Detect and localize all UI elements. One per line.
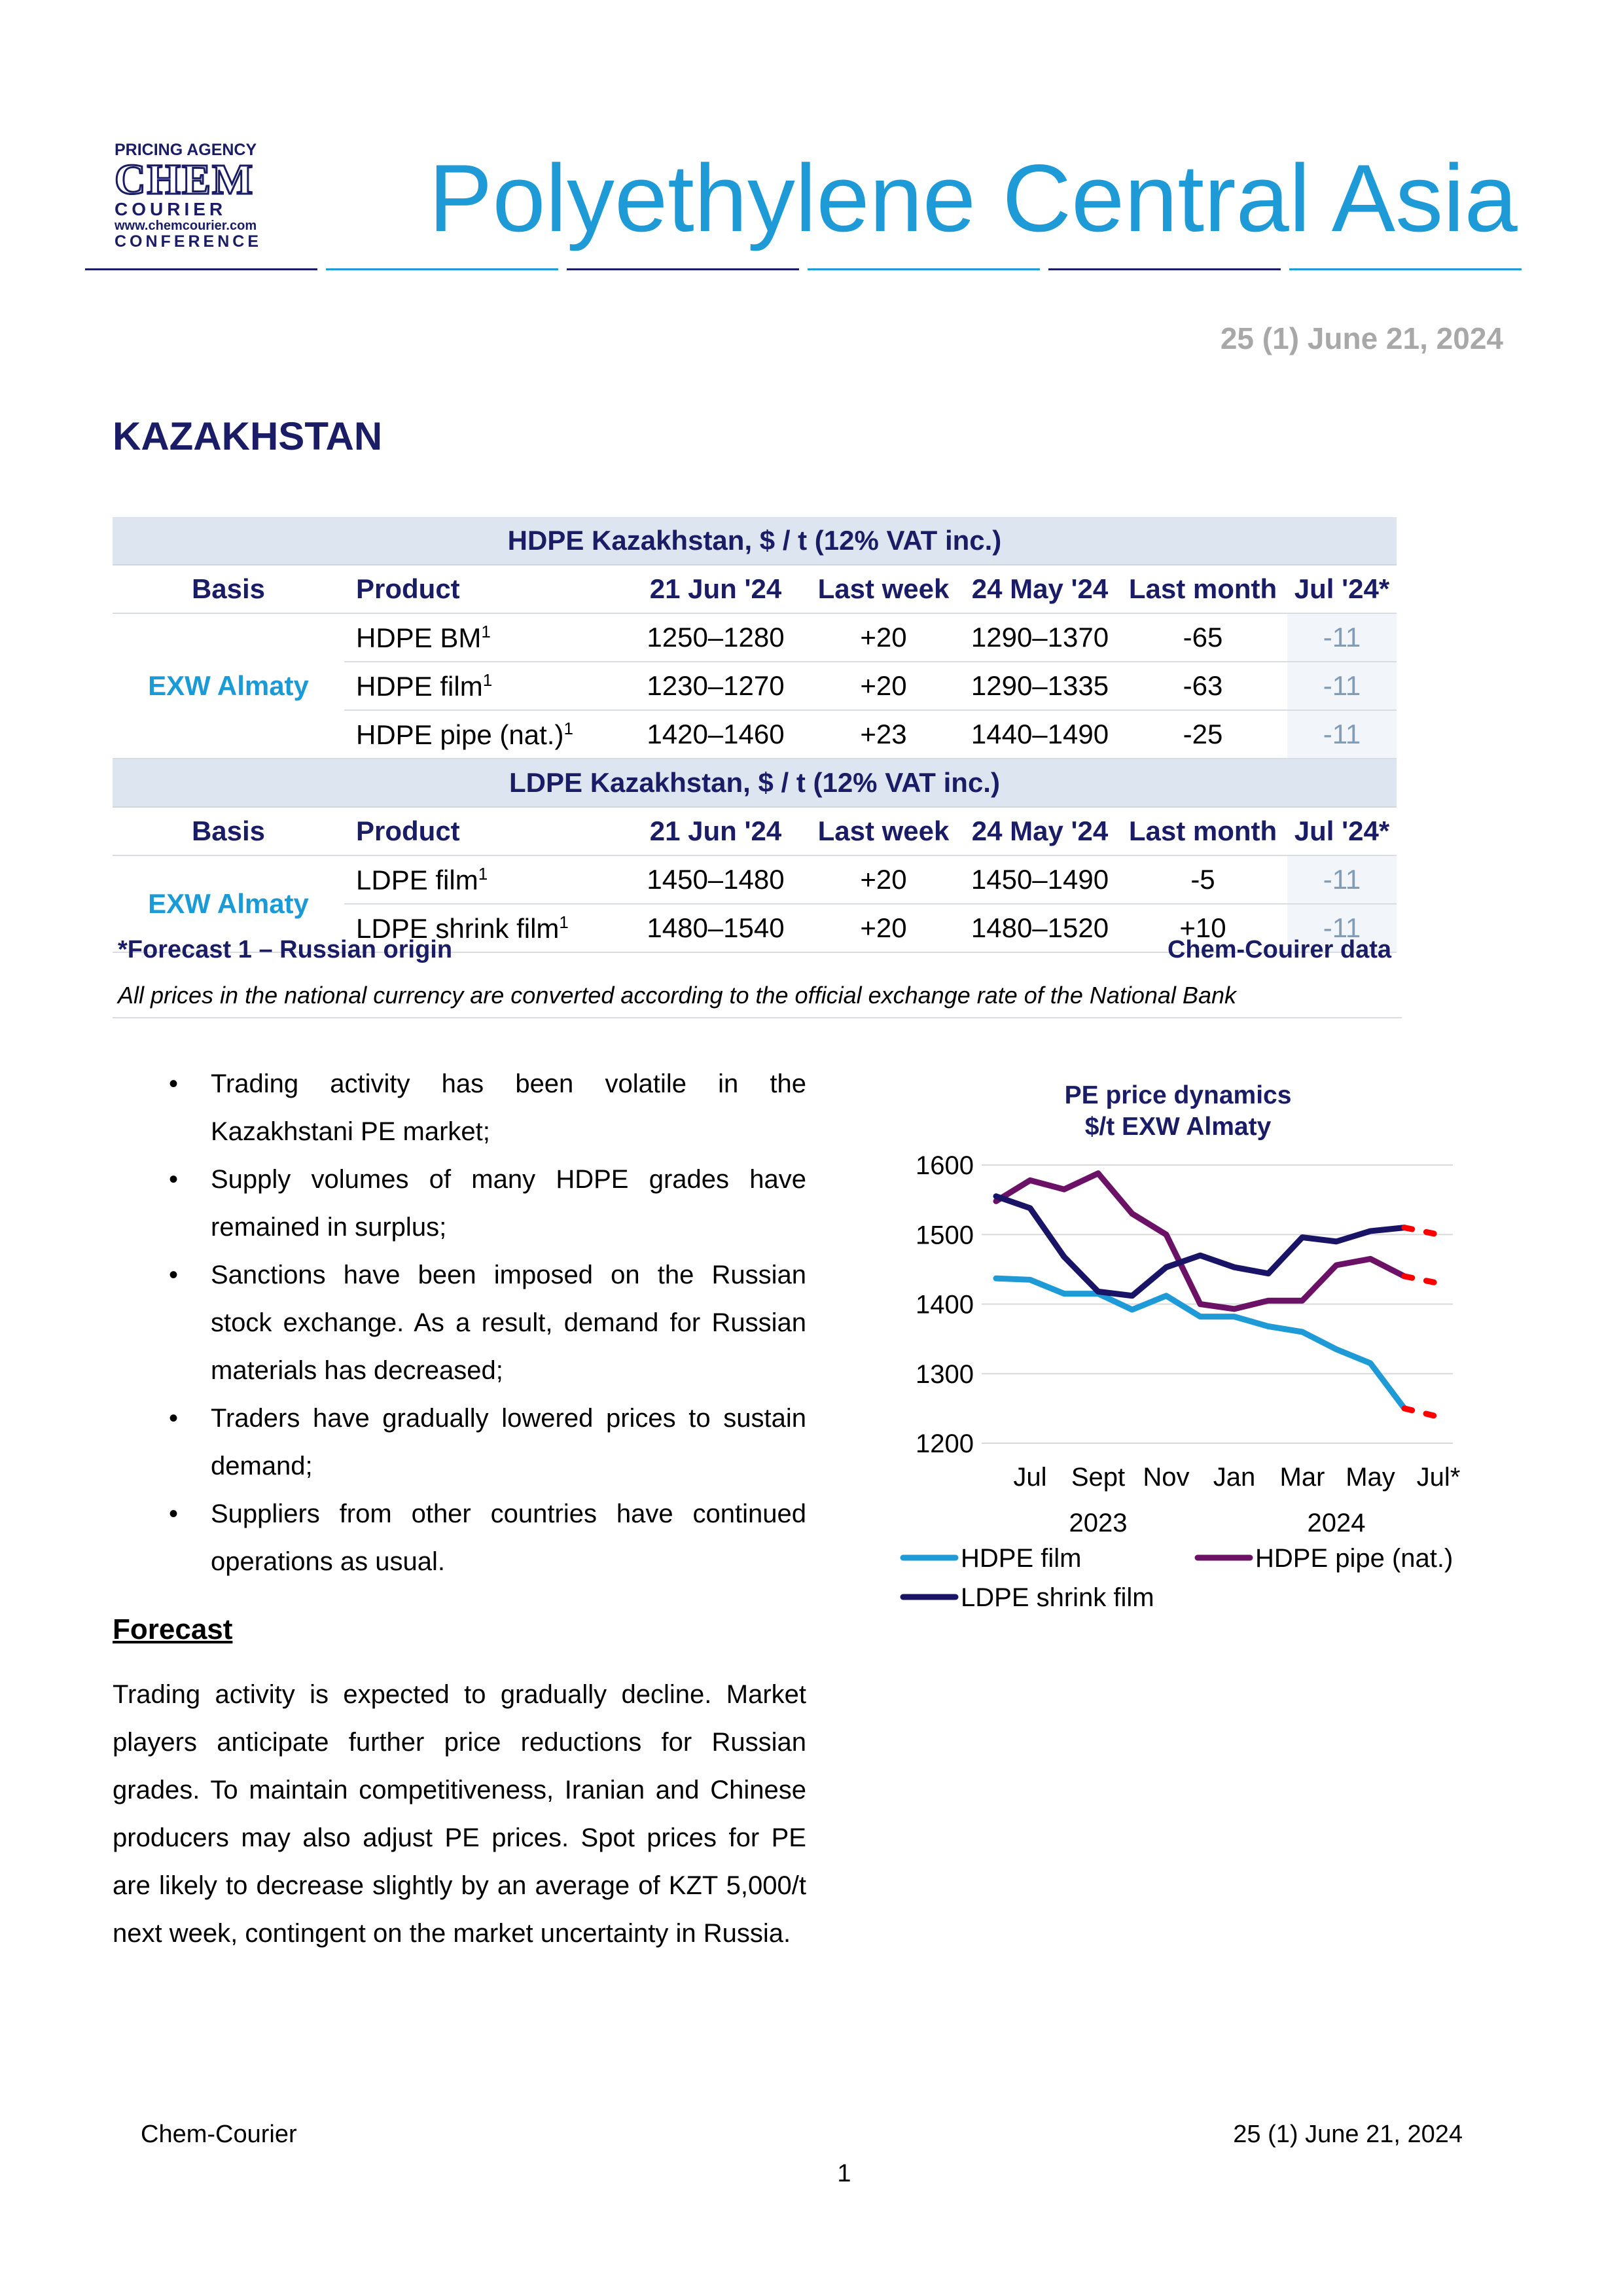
price-cell: 1450–1480 [626, 855, 806, 904]
chem-courier-logo: PRICING AGENCY CHEM COURIER www.chemcourier.com CONFERENCE [115, 141, 262, 251]
basis-cell: EXW Almaty [113, 855, 344, 952]
issue-date: 25 (1) June 21, 2024 [1220, 321, 1503, 355]
forecast-cell: -11 [1287, 855, 1397, 904]
chart-title: PE price dynamics [1064, 1081, 1292, 1109]
x-tick-label: Sept [1071, 1463, 1126, 1492]
col-header: Last week [806, 807, 961, 855]
forecast-segment [1404, 1408, 1438, 1417]
change-cell: -63 [1118, 662, 1287, 710]
col-header: Basis [113, 807, 344, 855]
legend-label: HDPE film [961, 1544, 1082, 1573]
price-cell: 1450–1490 [961, 855, 1118, 904]
change-cell: -65 [1118, 613, 1287, 662]
table-row [113, 855, 1397, 904]
forecast-heading: Forecast [113, 1613, 233, 1645]
footnote-left: *Forecast 1 – Russian origin [118, 936, 453, 963]
col-header: Jul '24* [1287, 807, 1397, 855]
col-header: Product [344, 565, 626, 613]
y-tick-label: 1400 [916, 1290, 974, 1319]
change-cell: +10 [1118, 904, 1287, 952]
footer-publisher: Chem-Courier [141, 2121, 297, 2148]
header-rule-6 [1289, 268, 1522, 270]
forecast-cell: -11 [1287, 613, 1397, 662]
change-cell: +20 [806, 613, 961, 662]
x-tick-label: Jan [1213, 1463, 1256, 1492]
table-header-row [113, 565, 1397, 613]
col-header: Basis [113, 565, 344, 613]
x-tick-label: Mar [1279, 1463, 1325, 1492]
header-rule-3 [567, 268, 799, 270]
header-rule-2 [326, 268, 558, 270]
x-tick-label: Nov [1143, 1463, 1190, 1492]
series-line [996, 1196, 1404, 1296]
price-cell: 1250–1280 [626, 613, 806, 662]
x-tick-label: Jul* [1416, 1463, 1461, 1492]
publication-title: Polyethylene Central Asia [429, 145, 1518, 251]
market-bullets [113, 1060, 806, 1586]
y-tick-label: 1200 [916, 1429, 974, 1458]
change-cell: +23 [806, 710, 961, 759]
chart-subtitle: $/t EXW Almaty [1084, 1113, 1272, 1141]
col-header: Product [344, 807, 626, 855]
col-header: 24 May '24 [961, 565, 1118, 613]
basis-cell: EXW Almaty [113, 613, 344, 759]
chart-y-axis [916, 1151, 974, 1458]
legend-label: LDPE shrink film [961, 1583, 1154, 1612]
chart-series [996, 1174, 1438, 1417]
product-cell: HDPE $BM^1$ [344, 613, 626, 662]
table-note: All prices in the national currency are converted according to the official exchange rate of the National Bank [113, 982, 1402, 1018]
page-number: 1 [837, 2160, 851, 2187]
list-item: • Traders have gradually lowered prices to sustain demand; [113, 1395, 806, 1490]
price-cell: 1290–1370 [961, 613, 1118, 662]
table-band-hdpe [113, 517, 1397, 565]
col-header: 21 Jun '24 [626, 565, 806, 613]
chart-legend [903, 1544, 1453, 1612]
product-cell: HDPE pipe $(nat.)^1$ [344, 710, 626, 759]
change-cell: -5 [1118, 855, 1287, 904]
table-title: LDPE Kazakhstan, $ / t (12% VAT inc.) [113, 759, 1397, 807]
forecast-cell: -11 [1287, 904, 1397, 952]
price-cell: 1480–1540 [626, 904, 806, 952]
legend-label: HDPE pipe (nat.) [1255, 1544, 1454, 1573]
col-header: 24 May '24 [961, 807, 1118, 855]
y-tick-label: 1600 [916, 1151, 974, 1180]
chart-x-axis [1013, 1463, 1460, 1492]
footer-date: 25 (1) June 21, 2024 [1233, 2121, 1463, 2148]
change-cell: +20 [806, 855, 961, 904]
year-label: 2023 [1069, 1509, 1128, 1537]
pe-price-chart [870, 1073, 1486, 1649]
header-rule-1 [85, 268, 317, 270]
chart-year-labels [1069, 1509, 1366, 1537]
product-cell: LDPE shrink film$^1$ [344, 904, 626, 952]
list-item: • Supply volumes of many HDPE grades have remained in surplus; [113, 1156, 806, 1251]
col-header: Last month [1118, 807, 1287, 855]
forecast-segment [1404, 1276, 1438, 1283]
y-tick-label: 1500 [916, 1221, 974, 1250]
table-footnote [113, 936, 1397, 964]
change-cell: +20 [806, 662, 961, 710]
table-band-ldpe [113, 759, 1397, 807]
change-cell: +20 [806, 904, 961, 952]
forecast-cell: -11 [1287, 662, 1397, 710]
list-item: • Suppliers from other countries have continued operations as usual. [113, 1490, 806, 1586]
col-header: 21 Jun '24 [626, 807, 806, 855]
section-heading: KAZAKHSTAN [113, 414, 383, 458]
year-label: 2024 [1307, 1509, 1366, 1537]
table-header-row [113, 807, 1397, 855]
price-table [113, 517, 1397, 953]
y-tick-label: 1300 [916, 1359, 974, 1389]
product-cell: HDPE film$^1$ [344, 662, 626, 710]
price-cell: 1290–1335 [961, 662, 1118, 710]
header-rule-5 [1048, 268, 1281, 270]
col-header: Last week [806, 565, 961, 613]
x-tick-label: Jul [1013, 1463, 1047, 1492]
change-cell: -25 [1118, 710, 1287, 759]
price-cell: 1480–1520 [961, 904, 1118, 952]
product-cell: LDPE film$^1$ [344, 855, 626, 904]
x-tick-label: May [1346, 1463, 1395, 1492]
list-item: • Trading activity has been volatile in the Kazakhstani PE market; [113, 1060, 806, 1156]
price-cell: 1420–1460 [626, 710, 806, 759]
forecast-cell: -11 [1287, 710, 1397, 759]
forecast-paragraph: Trading activity is expected to gradually decline. Market players anticipate further price reductions for Russian grades. To maintain competitiveness, Iranian and Chinese producers may also adjust PE prices. Spot prices for PE are likely to decrease slightly by an average of KZT 5,000/t next week, contingent on the market uncertainty in Russia. [113, 1680, 806, 1948]
table-title: HDPE Kazakhstan, $ / t (12% VAT inc.) [113, 517, 1397, 565]
header-rule-4 [808, 268, 1040, 270]
footnote-source: Chem-Couirer data [1167, 936, 1391, 963]
col-header: Last month [1118, 565, 1287, 613]
price-cell: 1440–1490 [961, 710, 1118, 759]
table-row [113, 613, 1397, 662]
list-item: • Sanctions have been imposed on the Russian stock exchange. As a result, demand for Russian materials has decreased; [113, 1251, 806, 1395]
price-cell: 1230–1270 [626, 662, 806, 710]
col-header: Jul '24* [1287, 565, 1397, 613]
forecast-segment [1404, 1228, 1438, 1235]
